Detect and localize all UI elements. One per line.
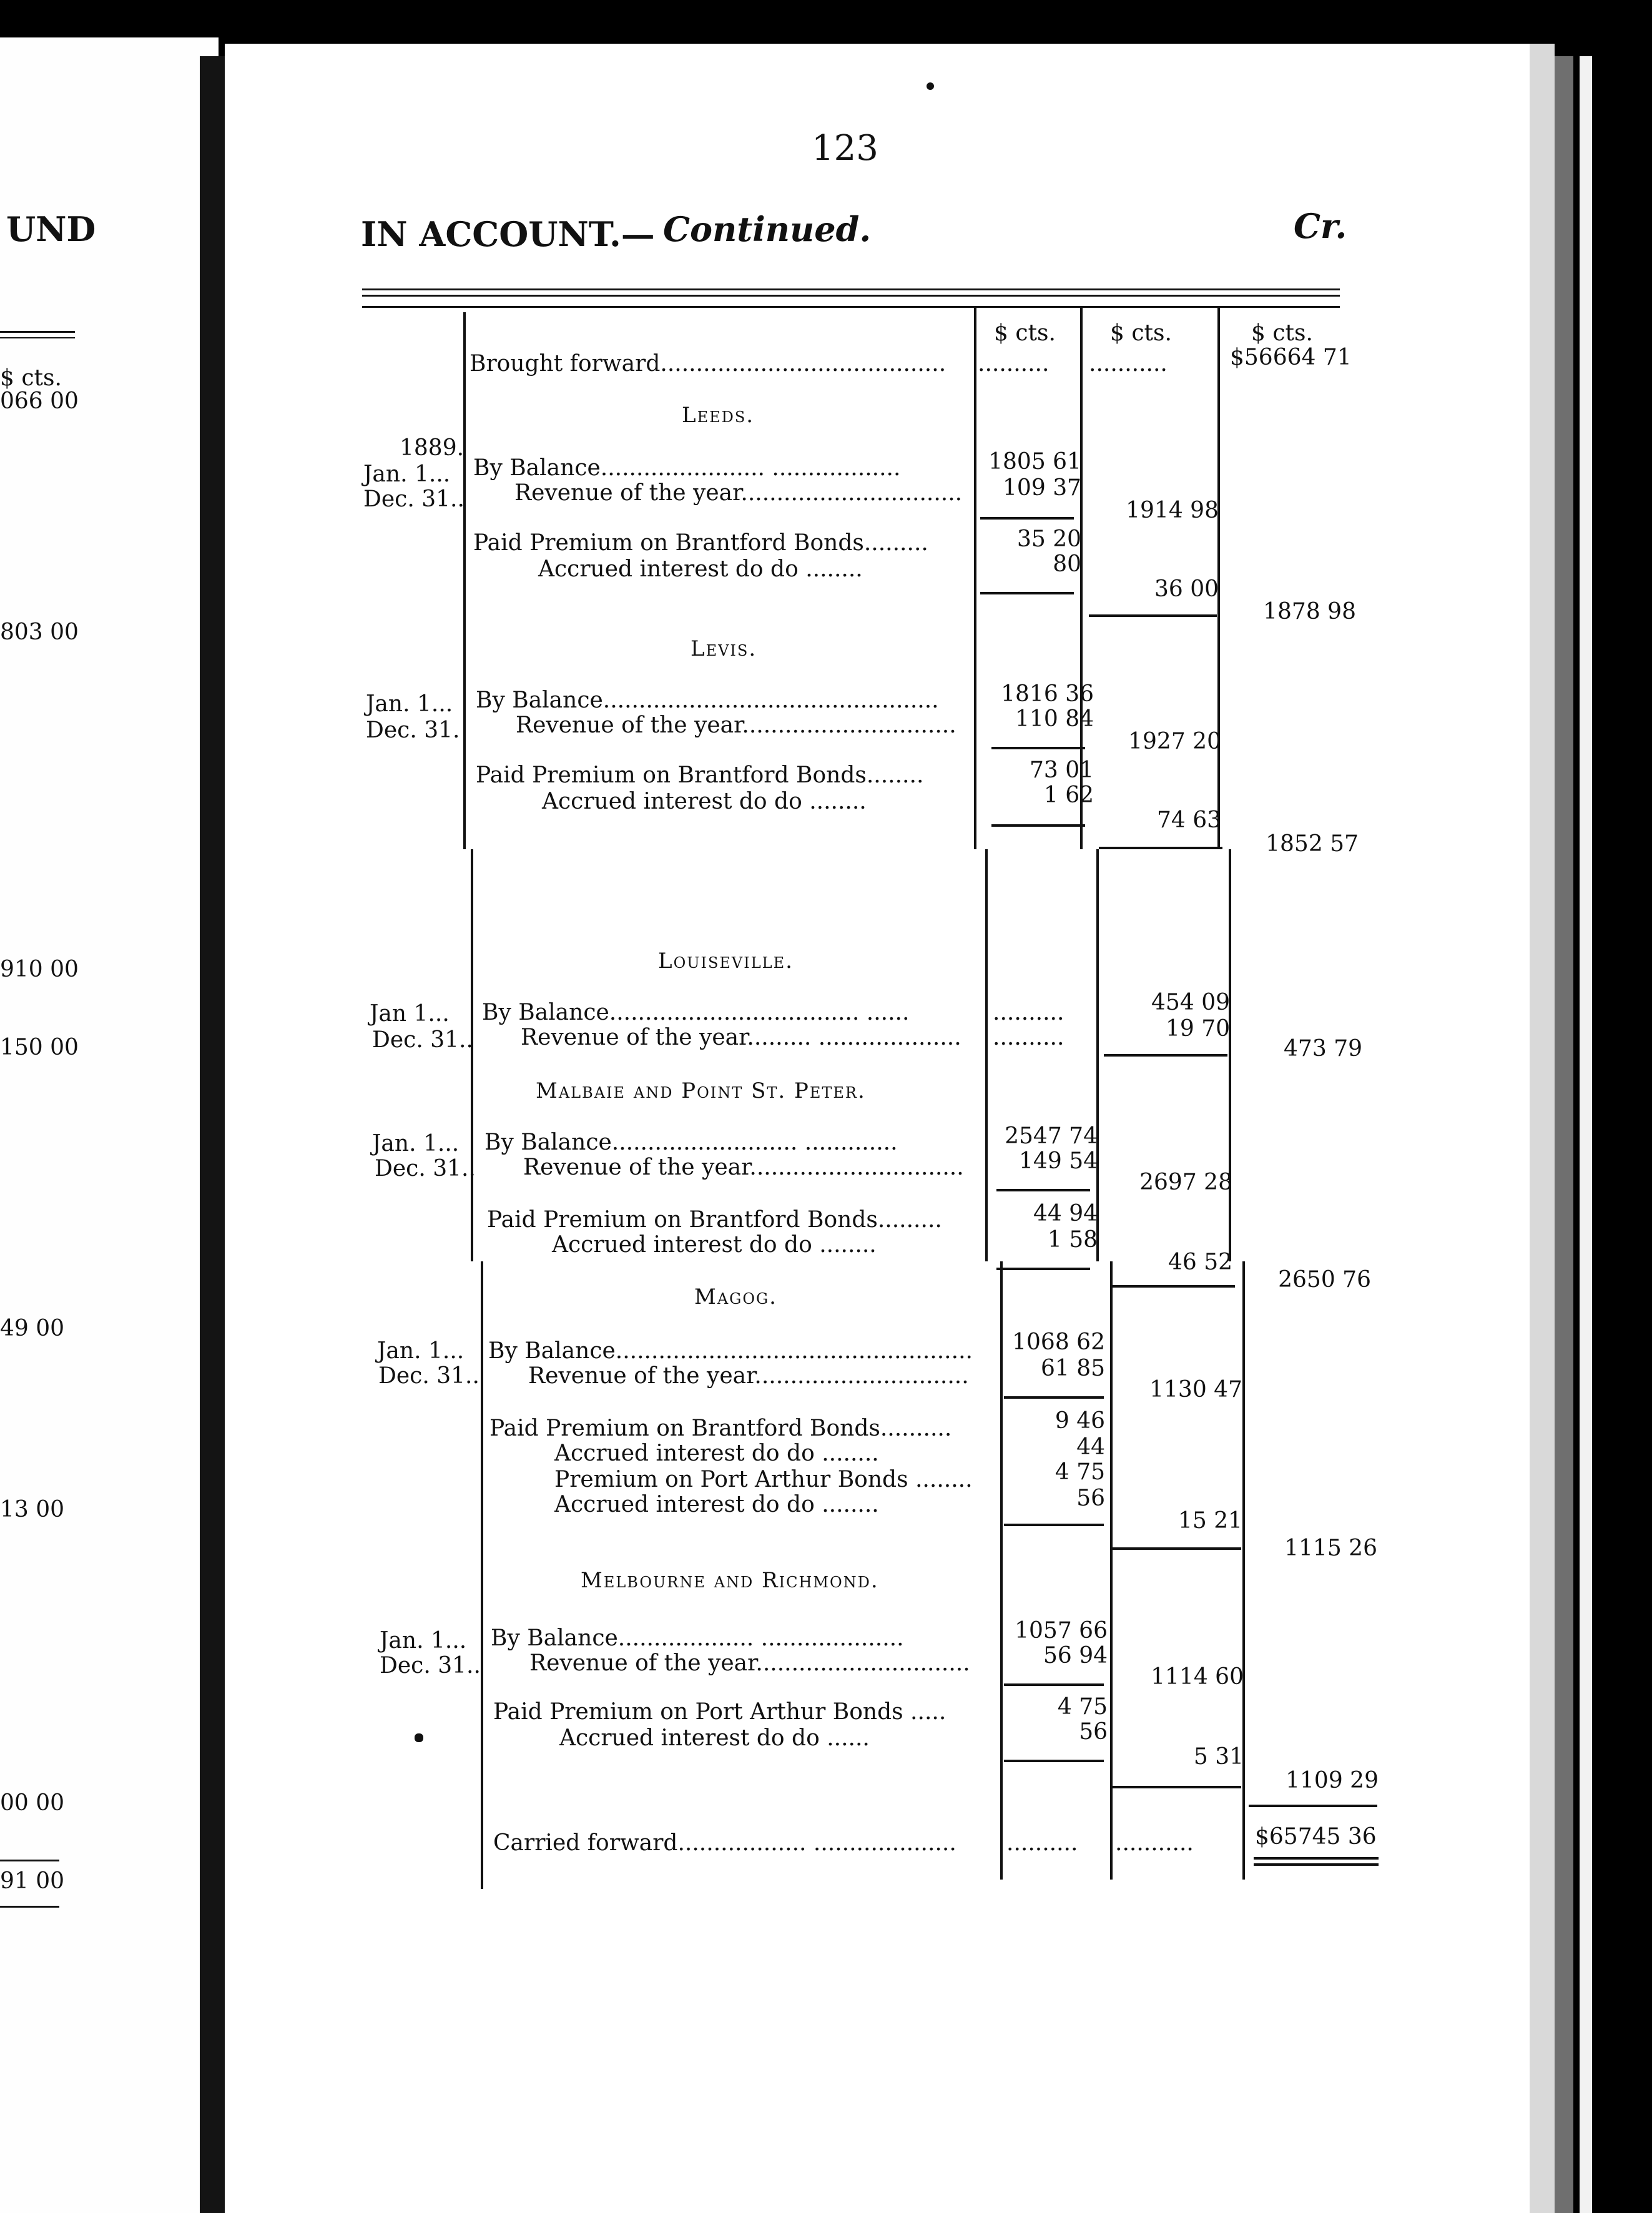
subtotal: 1927 20: [1128, 729, 1221, 754]
amount: 19 70: [1165, 1016, 1230, 1042]
column-rule: [471, 849, 473, 1261]
subtotal: 5 31: [1193, 1744, 1244, 1770]
sum-rule: [991, 747, 1085, 749]
line-label: By Balance....................... ..................: [473, 455, 901, 481]
amount: 56 94: [1043, 1643, 1108, 1668]
column-rule: [1242, 1261, 1245, 1880]
col-header-1: $ cts.: [994, 320, 1056, 346]
date: Dec. 31..: [375, 1156, 476, 1181]
date: Dec. 31..: [363, 486, 465, 512]
amount: 44: [1076, 1434, 1105, 1460]
column-rule: [463, 312, 466, 849]
col-header-2: $ cts.: [1110, 320, 1172, 346]
carried-forward-c3: $65745 36: [1255, 1824, 1377, 1850]
ink-spot: [927, 82, 934, 90]
subtotal: 36 00: [1154, 576, 1219, 602]
subtotal: 1130 47: [1149, 1377, 1242, 1402]
sum-rule: [1113, 1285, 1235, 1288]
column-rule: [481, 1261, 483, 1889]
heading-in-account: IN ACCOUNT.—: [361, 214, 655, 254]
line-label: Accrued interest do do ......: [559, 1725, 870, 1751]
net-total: 1878 98: [1263, 599, 1356, 624]
section-title-louiseville: Louiseville.: [658, 949, 794, 973]
sum-rule: [1004, 1524, 1104, 1526]
page-edge: [1555, 56, 1573, 2213]
heading-cr: Cr.: [1294, 206, 1347, 246]
book-gutter: [200, 56, 225, 2213]
carried-forward-c2: ...........: [1115, 1830, 1194, 1856]
date: Jan. 1...: [372, 1131, 460, 1156]
sum-rule: [1004, 1683, 1104, 1686]
date: Jan. 1...: [366, 691, 453, 717]
brought-forward-c3: $56664 71: [1230, 345, 1352, 370]
date: Jan. 1...: [377, 1338, 465, 1364]
date: Dec. 31..: [380, 1653, 481, 1678]
amount: 56: [1076, 1486, 1105, 1511]
line-label: Revenue of the year..............................: [528, 1363, 969, 1389]
subtotal: 46 52: [1168, 1249, 1232, 1275]
column-rule: [985, 849, 988, 1261]
amount: 1 62: [1043, 782, 1094, 808]
line-label: Revenue of the year..............................: [529, 1650, 970, 1676]
left-amount: 49 00: [0, 1316, 65, 1341]
page-edge: [1530, 44, 1555, 2213]
line-label: Paid Premium on Brantford Bonds..........: [489, 1416, 952, 1441]
sum-rule: [991, 824, 1085, 827]
date: Dec. 31.: [366, 717, 460, 743]
amount: 1068 62: [1012, 1329, 1105, 1355]
header-rule: [362, 306, 1340, 308]
date: Jan. 1...: [380, 1628, 467, 1654]
sum-rule: [1113, 1786, 1241, 1788]
date: Jan 1...: [370, 1001, 450, 1027]
amount: 1816 36: [1001, 681, 1094, 707]
line-label: Premium on Port Arthur Bonds ........: [554, 1467, 973, 1492]
section-title-magog: Magog.: [694, 1284, 777, 1309]
subtotal: 74 63: [1156, 807, 1221, 833]
line-label: Paid Premium on Brantford Bonds.........: [473, 530, 928, 556]
col-header-3: $ cts.: [1251, 320, 1313, 346]
left-page-header: UND: [6, 209, 96, 249]
amount: 56: [1079, 1719, 1108, 1745]
net-total: 473 79: [1284, 1036, 1362, 1062]
sum-rule: [996, 1189, 1090, 1191]
brought-forward-c2: ...........: [1089, 351, 1168, 377]
rule: [0, 331, 75, 333]
amount: 44 94: [1033, 1201, 1098, 1226]
left-amount: 066 00: [0, 388, 79, 414]
line-label: Accrued interest do do ........: [554, 1492, 879, 1517]
left-col-header: $ cts.: [0, 365, 62, 391]
heading-continued: Continued.: [663, 209, 872, 249]
amount: 149 54: [1019, 1148, 1098, 1174]
subtotal: 1914 98: [1126, 498, 1219, 523]
subtotal: 15 21: [1178, 1508, 1242, 1534]
date: Jan. 1...: [363, 461, 451, 487]
line-label: By Balance................................... ......: [482, 1000, 910, 1025]
rule: [0, 1860, 59, 1861]
date: Dec. 31..: [378, 1363, 479, 1389]
net-total: 1109 29: [1286, 1768, 1379, 1793]
left-amount: 150 00: [0, 1035, 79, 1060]
ink-spot: [415, 1733, 423, 1742]
left-amount: 13 00: [0, 1497, 65, 1522]
line-label: Accrued interest do do ........: [552, 1232, 877, 1258]
left-amount: 803 00: [0, 619, 79, 645]
amount: 35 20: [1016, 526, 1081, 552]
sum-rule: [1089, 614, 1217, 617]
sum-rule: [996, 1268, 1090, 1270]
subtotal: 1114 60: [1151, 1664, 1244, 1690]
amount: 2547 74: [1005, 1123, 1098, 1149]
header-rule: [362, 288, 1340, 290]
sum-rule: [1004, 1396, 1104, 1399]
line-label: By Balance..................................................: [488, 1338, 973, 1364]
line-label: Paid Premium on Brantford Bonds........: [476, 762, 924, 788]
column-rule: [1229, 849, 1231, 1261]
net-total: 1852 57: [1266, 831, 1359, 857]
brought-forward-label: Brought forward........................................: [470, 351, 946, 377]
rule: [0, 337, 75, 338]
line-label: Revenue of the year..............................: [516, 712, 956, 738]
carried-forward-c1: ..........: [1006, 1830, 1078, 1856]
year: 1889.: [400, 435, 465, 461]
line-label: Accrued interest do do ........: [554, 1441, 879, 1466]
subtotal: 2697 28: [1139, 1170, 1232, 1195]
sum-rule: [1104, 1054, 1227, 1057]
line-label: Paid Premium on Port Arthur Bonds .....: [493, 1699, 946, 1725]
amount: 454 09: [1151, 990, 1230, 1015]
column-rule: [974, 306, 976, 849]
line-label: Revenue of the year...............................: [514, 480, 963, 506]
left-amount: 910 00: [0, 957, 79, 982]
carried-forward-label: Carried forward.................. ....................: [493, 1830, 956, 1856]
line-label: Accrued interest do do ........: [542, 789, 867, 814]
section-title-levis: Levis.: [691, 636, 757, 661]
amount: 73 01: [1029, 757, 1094, 783]
header-rule: [362, 295, 1340, 297]
amount: 4 75: [1057, 1694, 1108, 1720]
amount: 1805 61: [988, 449, 1081, 475]
sum-rule: [1249, 1805, 1377, 1807]
leader-dots: ..........: [993, 1025, 1064, 1050]
line-label: Revenue of the year......... ....................: [521, 1025, 961, 1050]
section-title-leeds: Leeds.: [682, 403, 755, 428]
page-number: 123: [812, 128, 878, 169]
left-amount: 91 00: [0, 1868, 65, 1894]
sum-rule: [980, 592, 1074, 594]
sum-rule: [1254, 1857, 1379, 1860]
line-label: By Balance................... ....................: [491, 1625, 904, 1651]
amount: 1 58: [1047, 1227, 1098, 1253]
section-title-malbaie: Malbaie and Point St. Peter.: [536, 1078, 866, 1103]
brought-forward-c1: ..........: [978, 351, 1050, 377]
line-label: Paid Premium on Brantford Bonds.........: [487, 1207, 942, 1233]
date: Dec. 31..: [372, 1027, 473, 1053]
sum-rule: [1099, 847, 1222, 849]
sum-rule: [1113, 1547, 1241, 1550]
line-label: By Balance...............................................: [476, 688, 939, 713]
line-label: Accrued interest do do ........: [538, 556, 863, 582]
net-total: 2650 76: [1278, 1267, 1371, 1293]
amount: 61 85: [1040, 1356, 1105, 1381]
line-label: Revenue of the year..............................: [523, 1155, 964, 1180]
page-edge: [1580, 56, 1592, 2213]
leader-dots: ..........: [993, 1000, 1064, 1025]
sum-rule: [1004, 1760, 1104, 1762]
net-total: 1115 26: [1284, 1535, 1377, 1561]
amount: 4 75: [1055, 1459, 1105, 1485]
amount: 1057 66: [1015, 1618, 1108, 1644]
column-rule: [1000, 1261, 1003, 1880]
amount: 109 37: [1003, 475, 1081, 501]
line-label: By Balance.......................... .............: [484, 1130, 898, 1155]
sum-rule: [1254, 1863, 1379, 1866]
amount: 80: [1053, 551, 1081, 577]
left-page: [0, 37, 219, 2213]
column-rule: [1096, 849, 1099, 1261]
amount: 110 84: [1015, 706, 1094, 732]
amount: 9 46: [1055, 1408, 1105, 1434]
rule: [0, 1906, 59, 1908]
section-title-melbourne: Melbourne and Richmond.: [581, 1568, 879, 1593]
left-amount: 00 00: [0, 1790, 65, 1816]
sum-rule: [980, 517, 1074, 520]
